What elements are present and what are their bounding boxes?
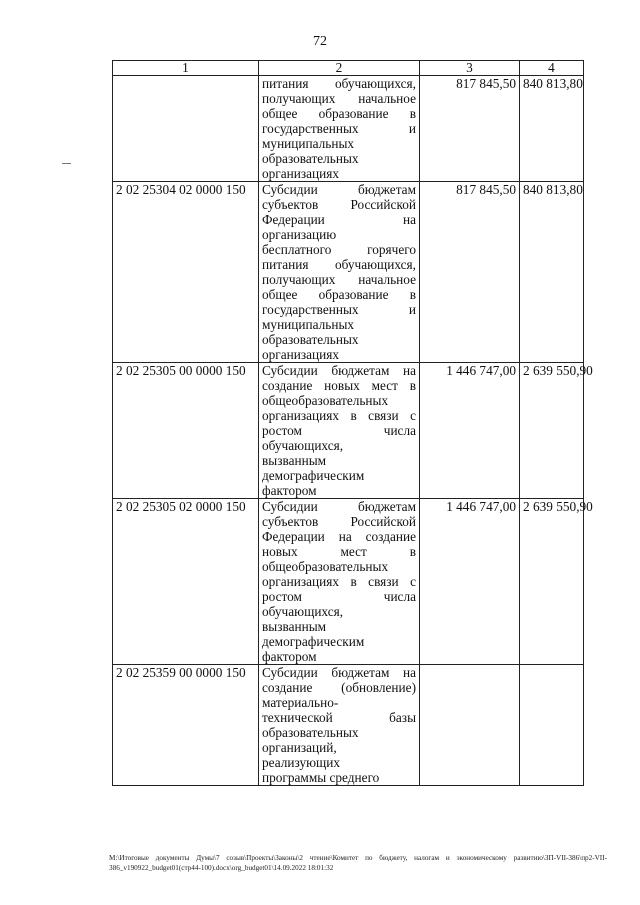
description-cell xyxy=(259,182,420,363)
description-line: получающих начальное xyxy=(262,91,416,106)
table-row xyxy=(113,665,584,786)
description-line: общеобразовательных xyxy=(262,393,389,408)
table-row xyxy=(113,363,584,499)
description-line: программы среднего xyxy=(262,770,380,785)
description-line: организациях в связи с xyxy=(262,574,416,589)
amount-cell xyxy=(420,665,520,786)
description-line: ростом числа xyxy=(262,589,416,604)
column-header: 4 xyxy=(520,61,584,76)
budget-table xyxy=(112,60,593,786)
description-line: государственных и xyxy=(262,302,416,317)
description-line: материально- xyxy=(262,695,339,710)
budget-code-cell: 2 02 25305 02 0000 150 xyxy=(113,499,259,665)
description-line: вызванным xyxy=(262,453,327,468)
description-line: новых мест в xyxy=(262,544,416,559)
description-line: питания обучающихся, xyxy=(262,76,416,91)
budget-code-cell: 2 02 25359 00 0000 150 xyxy=(113,665,259,786)
page-number: 72 xyxy=(313,34,327,49)
description-line: фактором xyxy=(262,483,317,498)
amount-cell xyxy=(520,665,584,786)
description-line: Субсидии бюджетам на xyxy=(262,665,416,680)
description-line: государственных и xyxy=(262,121,416,136)
amount-cell: 817 845,50 xyxy=(420,182,520,363)
amount-cell: 2 639 550,90 xyxy=(520,363,584,499)
description-line: Субсидии бюджетам xyxy=(262,499,416,514)
description-line: демографическим xyxy=(262,468,365,483)
description-line: создание (обновление) xyxy=(262,680,416,695)
description-line: муниципальных xyxy=(262,136,355,151)
description-line: Субсидии бюджетам xyxy=(262,182,416,197)
margin-mark xyxy=(62,163,71,164)
description-cell xyxy=(259,499,420,665)
description-line: технической базы xyxy=(262,710,416,725)
description-line: субъектов Российской xyxy=(262,197,416,212)
table-row xyxy=(113,182,584,363)
description-line: муниципальных xyxy=(262,317,355,332)
description-line: реализующих xyxy=(262,755,341,770)
amount-cell: 817 845,50 xyxy=(420,76,520,182)
description-cell xyxy=(259,76,420,182)
amount-cell: 1 446 747,00 xyxy=(420,363,520,499)
description-line: общее образование в xyxy=(262,106,416,121)
description-line: организацию xyxy=(262,227,337,242)
description-line: Федерации на xyxy=(262,212,416,227)
description-line: общеобразовательных xyxy=(262,559,389,574)
amount-cell: 840 813,80 xyxy=(520,76,584,182)
description-line: вызванным xyxy=(262,619,327,634)
description-line: ростом числа xyxy=(262,423,416,438)
description-line: питания обучающихся, xyxy=(262,257,416,272)
description-line: организациях xyxy=(262,166,340,181)
description-line: бесплатного горячего xyxy=(262,242,416,257)
footer-file-path: M:\Итоговые документы Думы\7 созыв\Проекты\Законы\2 чтение\Комитет по бюджету, налогам и экономическому развитию\ЗП-VII-386\пр2-VII-386_v190922_budget01(стр44-100).docx\org_budget01\14.09.2022 18:01:32 xyxy=(109,854,607,872)
description-line: образовательных xyxy=(262,332,359,347)
description-line: демографическим xyxy=(262,634,365,649)
column-header: 3 xyxy=(420,61,520,76)
budget-code-cell xyxy=(113,76,259,182)
description-line: Субсидии бюджетам на xyxy=(262,363,416,378)
description-line: образовательных xyxy=(262,725,359,740)
description-line: общее образование в xyxy=(262,287,416,302)
description-line: организациях в связи с xyxy=(262,408,416,423)
description-line: образовательных xyxy=(262,151,359,166)
description-line: создание новых мест в xyxy=(262,378,416,393)
table-row xyxy=(113,499,584,665)
amount-cell: 840 813,80 xyxy=(520,182,584,363)
description-line: обучающихся, xyxy=(262,438,344,453)
description-line: фактором xyxy=(262,649,317,664)
description-line: получающих начальное xyxy=(262,272,416,287)
amount-cell: 2 639 550,90 xyxy=(520,499,584,665)
description-line: организациях xyxy=(262,347,340,362)
column-header: 2 xyxy=(259,61,420,76)
description-line: субъектов Российской xyxy=(262,514,416,529)
table-row xyxy=(113,76,584,182)
description-line: Федерации на создание xyxy=(262,529,416,544)
header-row xyxy=(113,61,584,76)
description-cell xyxy=(259,665,420,786)
description-cell xyxy=(259,363,420,499)
budget-code-cell: 2 02 25305 00 0000 150 xyxy=(113,363,259,499)
table-body xyxy=(113,76,593,786)
amount-cell: 1 446 747,00 xyxy=(420,499,520,665)
description-line: обучающихся, xyxy=(262,604,344,619)
column-header: 1 xyxy=(113,61,259,76)
budget-code-cell: 2 02 25304 02 0000 150 xyxy=(113,182,259,363)
description-line: организаций, xyxy=(262,740,337,755)
